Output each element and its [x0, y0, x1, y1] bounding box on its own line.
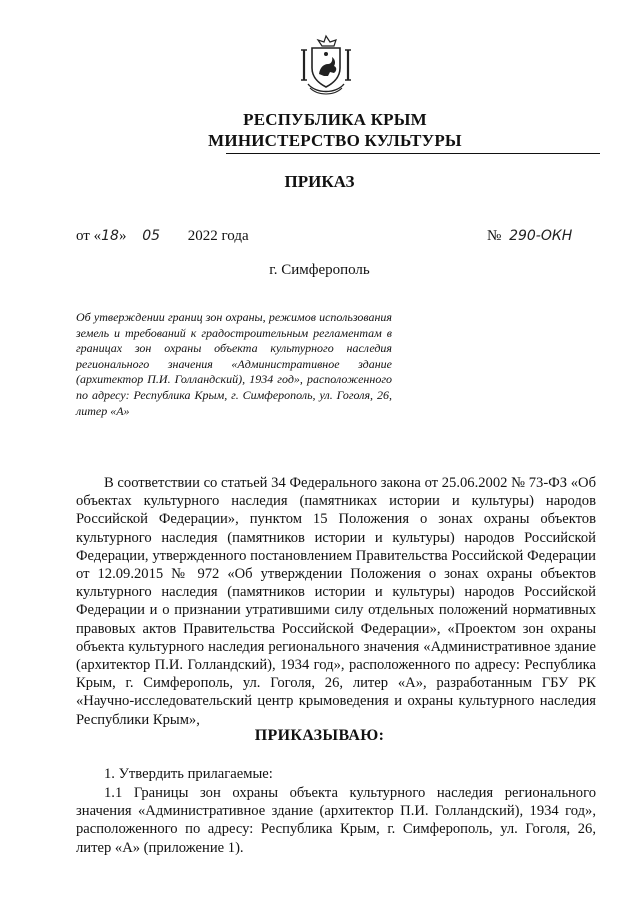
order-number: [487, 228, 572, 245]
date-day: 18: [101, 228, 119, 244]
date-month: 05: [142, 228, 161, 244]
date-quote-close: »: [118, 228, 127, 244]
item-1-1: 1.1 Границы зон охраны объекта культурного наследия регионального значения «Административное здание (архитектор П.И. Голландский), 1934 год», расположенного по адресу: Республика Крым, г. Симферополь, ул. Гоголя, 26, литер «А» (приложение 1).: [76, 785, 596, 856]
preamble-paragraph: В соответствии со статьей 34 Федерального закона от 25.06.2002 № 73-ФЗ «Об объектах культурного наследия (памятниках истории и культуры) народов Российской Федерации», пунктом 15 Положения о зонах охраны объектов культурного наследия (памятников истории и культуры) народов Российской Федерации, утвержденного постановлением Правительства Российской Федерации от 12.09.2015 № 972 «Об утверждении Положения о зонах охраны объектов культурного наследия (памятников истории и культуры) народов Российской Федерации и о признании утратившими силу отдельных положений нормативных правовых актов Правительства Российской Федерации», «Проектом зон охраны объекта культурного наследия регионального значения «Административное здание (архитектор П.И. Голландский), 1934 год», расположенного по адресу: Республика Крым, г. Симферополь, ул. Гоголя, 26, литер «А», разработанным ГБУ РК «Научно-исследовательский центр крымоведения и охраны культурного наследия Республики Крым»,: [76, 475, 596, 728]
order-date: [76, 228, 249, 245]
city: г. Симферополь: [269, 262, 370, 278]
ministry-title: МИНИСТЕРСТВО КУЛЬТУРЫ: [208, 131, 462, 150]
republic-title: РЕСПУБЛИКА КРЫМ: [243, 110, 427, 129]
crimea-coat-of-arms-icon: [294, 34, 358, 96]
order-word: ПРИКАЗЫВАЮ:: [254, 727, 385, 744]
date-year: 2022 года: [187, 228, 249, 244]
item-1: 1. Утвердить прилагаемые:: [104, 766, 273, 782]
document-type: ПРИКАЗ: [284, 172, 355, 191]
number-value: 290-ОКН: [509, 228, 573, 244]
number-prefix: №: [487, 228, 502, 244]
header-divider: [226, 153, 600, 154]
order-subject: Об утверждении границ зон охраны, режимов использования земель и требований к градостроительным регламентам в границах зон охраны объекта культурного наследия регионального значения «Административное здание (архитектор П.И. Голландский), 1934 год», расположенного по адресу: Республика Крым, г. Симферополь, ул. Гоголя, 26, литер «А»: [76, 310, 392, 418]
date-prefix: от «: [76, 228, 102, 244]
